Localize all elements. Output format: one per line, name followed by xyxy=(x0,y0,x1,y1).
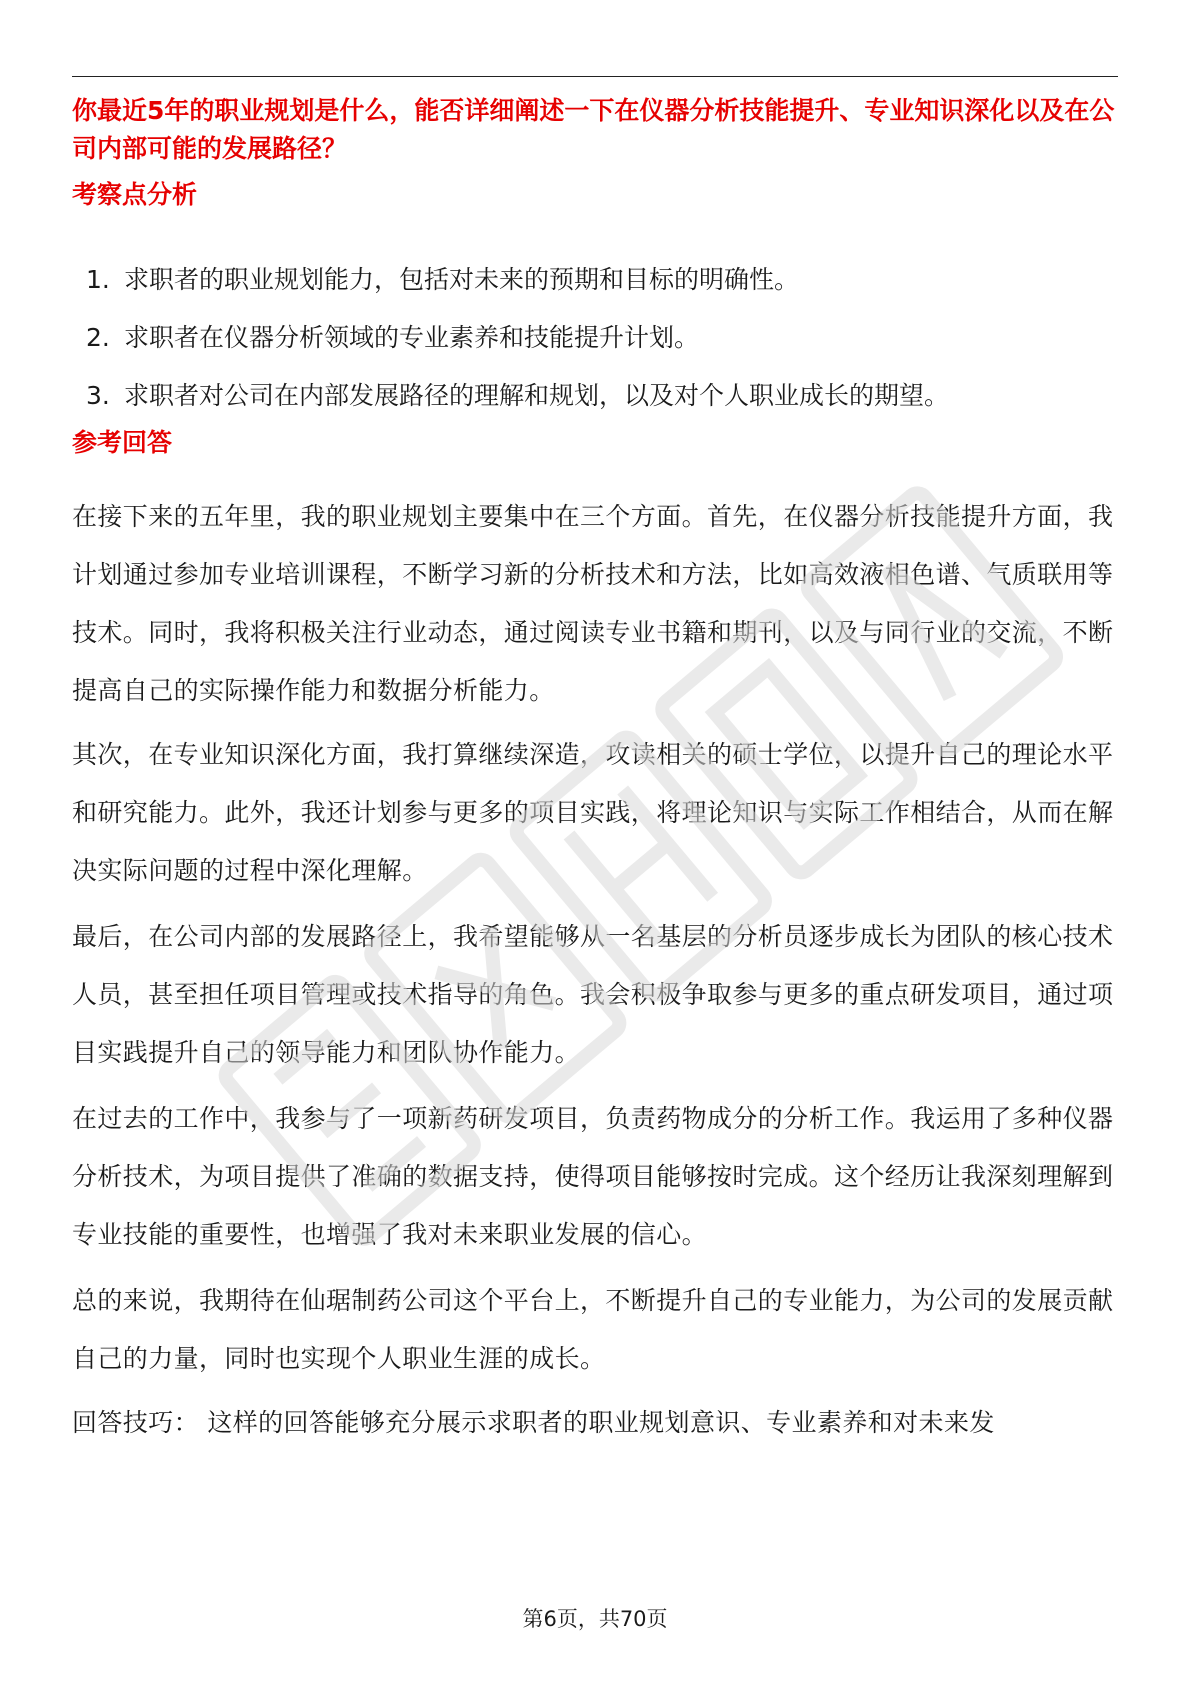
answer-heading: 参考回答 xyxy=(72,428,173,457)
header-rule xyxy=(72,76,1118,77)
analysis-list xyxy=(86,262,1116,436)
question-title: 你最近5年的职业规划是什么，能否详细阐述一下在仪器分析技能提升、专业知识深化以及在公司内部可能的发展路径？ xyxy=(72,96,1115,163)
answer-paragraph: 其次，在专业知识深化方面，我打算继续深造，攻读相关的硕士学位，以提升自己的理论水平和研究能力。此外，我还计划参与更多的项目实践，将理论知识与实际工作相结合，从而在解决实际问题的过程中深化理解。 xyxy=(72,740,1114,885)
list-item-text: 求职者的职业规划能力，包括对未来的预期和目标的明确性。 xyxy=(124,265,800,294)
answer-paragraph: 在过去的工作中，我参与了一项新药研发项目，负责药物成分的分析工作。我运用了多种仪器分析技术，为项目提供了准确的数据支持，使得项目能够按时完成。这个经历让我深刻理解到专业技能的重要性，也增强了我对未来职业发展的信心。 xyxy=(72,1104,1114,1249)
list-item xyxy=(86,320,1116,378)
list-item-number: 1. xyxy=(86,265,110,294)
answer-paragraph: 总的来说，我期待在仙琚制药公司这个平台上，不断提升自己的专业能力，为公司的发展贡献自己的力量，同时也实现个人职业生涯的成长。 xyxy=(72,1286,1114,1373)
list-item-number: 2. xyxy=(86,323,110,352)
page-footer: 第6页，共70页 xyxy=(522,1607,668,1631)
list-item xyxy=(86,262,1116,320)
list-item-text: 求职者对公司在内部发展路径的理解和规划，以及对个人职业成长的期望。 xyxy=(124,381,950,410)
list-item-text: 求职者在仪器分析领域的专业素养和技能提升计划。 xyxy=(124,323,700,352)
list-item xyxy=(86,378,1116,436)
analysis-heading: 考察点分析 xyxy=(72,180,198,209)
answer-tip: 回答技巧： 这样的回答能够充分展示求职者的职业规划意识、专业素养和对未来发 xyxy=(72,1408,995,1437)
answer-paragraph: 在接下来的五年里，我的职业规划主要集中在三个方面。首先，在仪器分析技能提升方面，我计划通过参加专业培训课程，不断学习新的分析技术和方法，比如高效液相色谱、气质联用等技术。同时，我将积极关注行业动态，通过阅读专业书籍和期刊，以及与同行业的交流，不断提高自己的实际操作能力和数据分析能力。 xyxy=(72,502,1114,705)
answer-paragraph: 最后，在公司内部的发展路径上，我希望能够从一名基层的分析员逐步成长为团队的核心技术人员，甚至担任项目管理或技术指导的角色。我会积极争取参与更多的重点研发项目，通过项目实践提升自己的领导能力和团队协作能力。 xyxy=(72,922,1114,1067)
list-item-number: 3. xyxy=(86,381,110,410)
